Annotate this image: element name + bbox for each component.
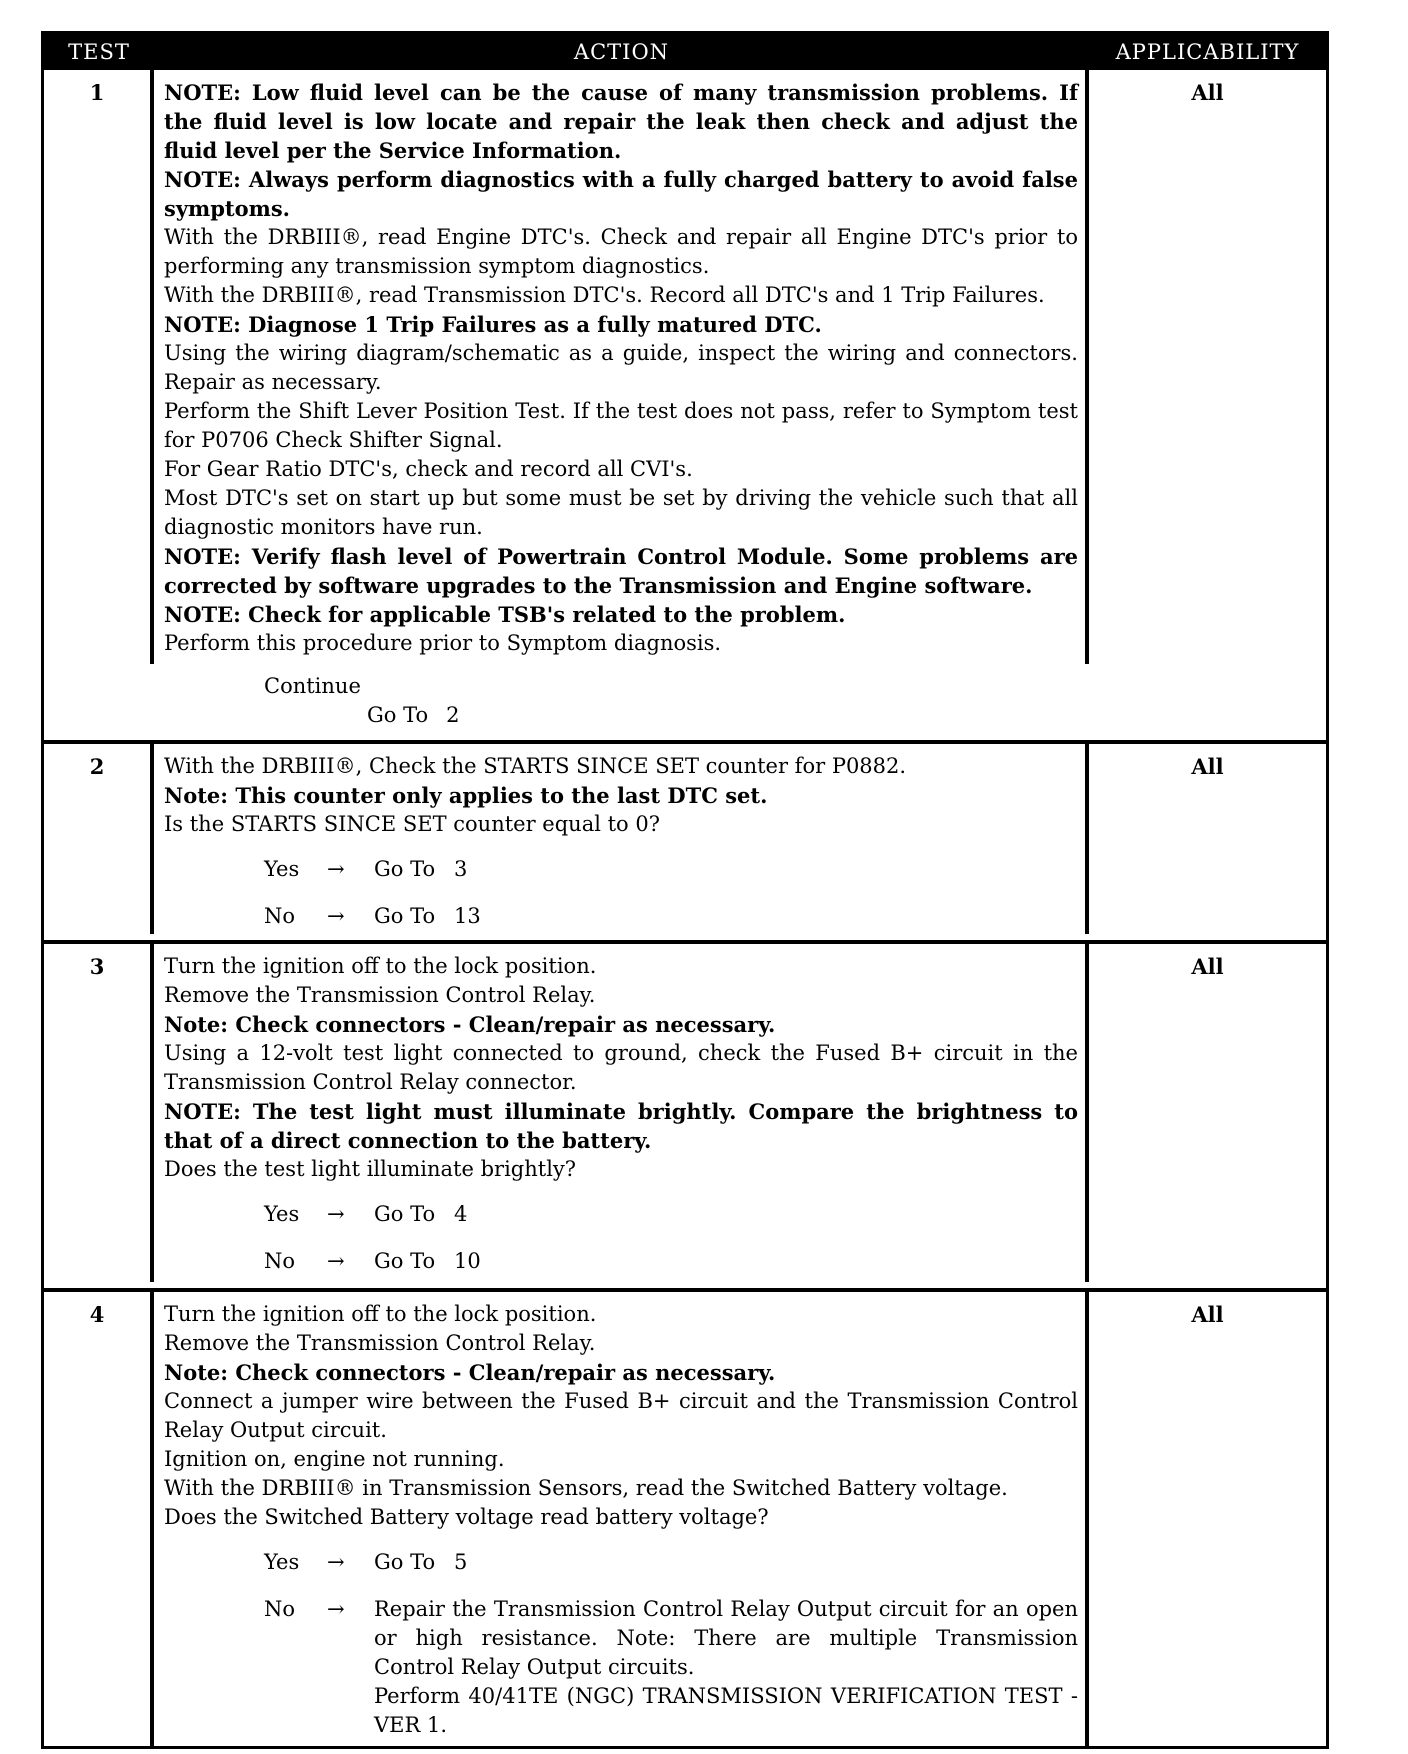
goto-target: 4 [454,1202,468,1226]
arrow-right-icon: → [327,1550,345,1574]
instruction-text: With the DRBIII® in Transmission Sensors, read the Switched Battery voltage. [164,1476,1008,1500]
test-number: 2 [44,744,154,934]
goto-label: Go To [374,1249,436,1273]
goto-target: 3 [454,857,468,881]
instruction-text: With the DRBIII®, read Engine DTC's. Check and repair all Engine DTC's prior to performing any transmission symptom diagnostics. [164,225,1078,278]
arrow-right-icon: → [327,904,345,928]
no-label: No [264,904,296,928]
goto-label: Go To [374,857,436,881]
table-row [44,66,1326,727]
instruction-text: Remove the Transmission Control Relay. [164,1331,596,1355]
no-label: No [264,1249,296,1273]
instruction-text: Ignition on, engine not running. [164,1447,505,1471]
header-test: TEST [68,40,130,64]
yes-option[interactable] [164,1200,1078,1229]
continue-label: Continue [264,674,361,698]
instruction-text: Remove the Transmission Control Relay. [164,983,596,1007]
note-text: NOTE: Verify flash level of Powertrain Control Module. Some problems are corrected by software upgrades to the Transmission and Engine software. [164,544,1078,598]
note-text: Note: This counter only applies to the last DTC set. [164,783,768,808]
action-cell [154,944,1089,1282]
header-applicability: APPLICABILITY [1115,40,1300,64]
action-cell [154,744,1089,934]
diagnostic-table [41,31,1329,1749]
goto-label: Go To [374,1202,436,1226]
no-option[interactable] [164,902,1078,931]
note-text: Note: Check connectors - Clean/repair as necessary. [164,1012,776,1037]
instruction-text: Perform the Shift Lever Position Test. If the test does not pass, refer to Symptom test for P0706 Check Shifter Signal. [164,399,1078,452]
table-row [44,740,1326,934]
verification-text: Perform 40/41TE (NGC) TRANSMISSION VERIFICATION TEST - VER 1. [374,1684,1078,1737]
instruction-text: Using the wiring diagram/schematic as a guide, inspect the wiring and connectors. Repair as necessary. [164,341,1078,394]
no-option[interactable] [164,1595,1078,1740]
question-text: Does the Switched Battery voltage read battery voltage? [164,1505,769,1529]
goto-target: 13 [454,904,481,928]
goto-target: 5 [454,1550,468,1574]
continue-goto[interactable] [164,701,1078,730]
arrow-right-icon: → [327,1202,345,1226]
applicability-cell: All [1191,754,1224,779]
arrow-right-icon: → [327,1249,345,1273]
no-option[interactable] [164,1247,1078,1276]
goto-label: Go To [374,1550,436,1574]
goto-label: Go To [374,904,436,928]
header-action: ACTION [573,40,670,64]
table-row [44,1288,1326,1746]
action-cell [154,1292,1089,1746]
instruction-text: With the DRBIII®, Check the STARTS SINCE SET counter for P0882. [164,754,907,778]
instruction-text: Perform this procedure prior to Symptom diagnosis. [164,631,722,655]
note-text: NOTE: Low fluid level can be the cause of many transmission problems. If the fluid level is low locate and repair the leak then check and adjust the fluid level per the Service Information. [164,80,1078,163]
instruction-text: Turn the ignition off to the lock position. [164,954,597,978]
applicability-cell: All [1191,80,1224,105]
goto-label: Go To [367,703,429,727]
note-text: NOTE: Diagnose 1 Trip Failures as a fully matured DTC. [164,312,822,337]
note-text: Note: Check connectors - Clean/repair as necessary. [164,1360,776,1385]
instruction-text: Using a 12-volt test light connected to ground, check the Fused B+ circuit in the Transmission Control Relay connector. [164,1041,1078,1094]
arrow-right-icon: → [327,857,345,881]
arrow-right-icon: → [327,1597,345,1621]
question-text: Does the test light illuminate brightly? [164,1157,577,1181]
goto-target: 2 [446,703,460,727]
test-number: 4 [44,1292,154,1746]
yes-option[interactable] [164,1548,1078,1577]
table-row [44,940,1326,1282]
action-cell [154,70,1089,727]
test-number: 1 [44,70,154,664]
repair-text: Repair the Transmission Control Relay Output circuit for an open or high resistance. Note: There are multiple Transmission Control Relay Output circuits. [374,1597,1078,1679]
goto-target: 10 [454,1249,481,1273]
table-header [44,34,1326,70]
note-text: NOTE: Check for applicable TSB's related to the problem. [164,602,846,627]
note-text: NOTE: The test light must illuminate brightly. Compare the brightness to that of a direct connection to the battery. [164,1099,1078,1153]
instruction-text: Most DTC's set on start up but some must be set by driving the vehicle such that all diagnostic monitors have run. [164,486,1078,539]
yes-label: Yes [264,1550,300,1574]
instruction-text: Turn the ignition off to the lock position. [164,1302,597,1326]
instruction-text: With the DRBIII®, read Transmission DTC's. Record all DTC's and 1 Trip Failures. [164,283,1045,307]
applicability-cell: All [1191,1302,1224,1327]
applicability-cell: All [1191,954,1224,979]
instruction-text: Connect a jumper wire between the Fused B+ circuit and the Transmission Control Relay Output circuit. [164,1389,1078,1442]
yes-label: Yes [264,857,300,881]
question-text: Is the STARTS SINCE SET counter equal to 0? [164,812,660,836]
yes-option[interactable] [164,855,1078,884]
note-text: NOTE: Always perform diagnostics with a fully charged battery to avoid false symptoms. [164,167,1078,221]
no-label: No [264,1597,296,1621]
yes-label: Yes [264,1202,300,1226]
test-number: 3 [44,944,154,1282]
instruction-text: For Gear Ratio DTC's, check and record all CVI's. [164,457,693,481]
